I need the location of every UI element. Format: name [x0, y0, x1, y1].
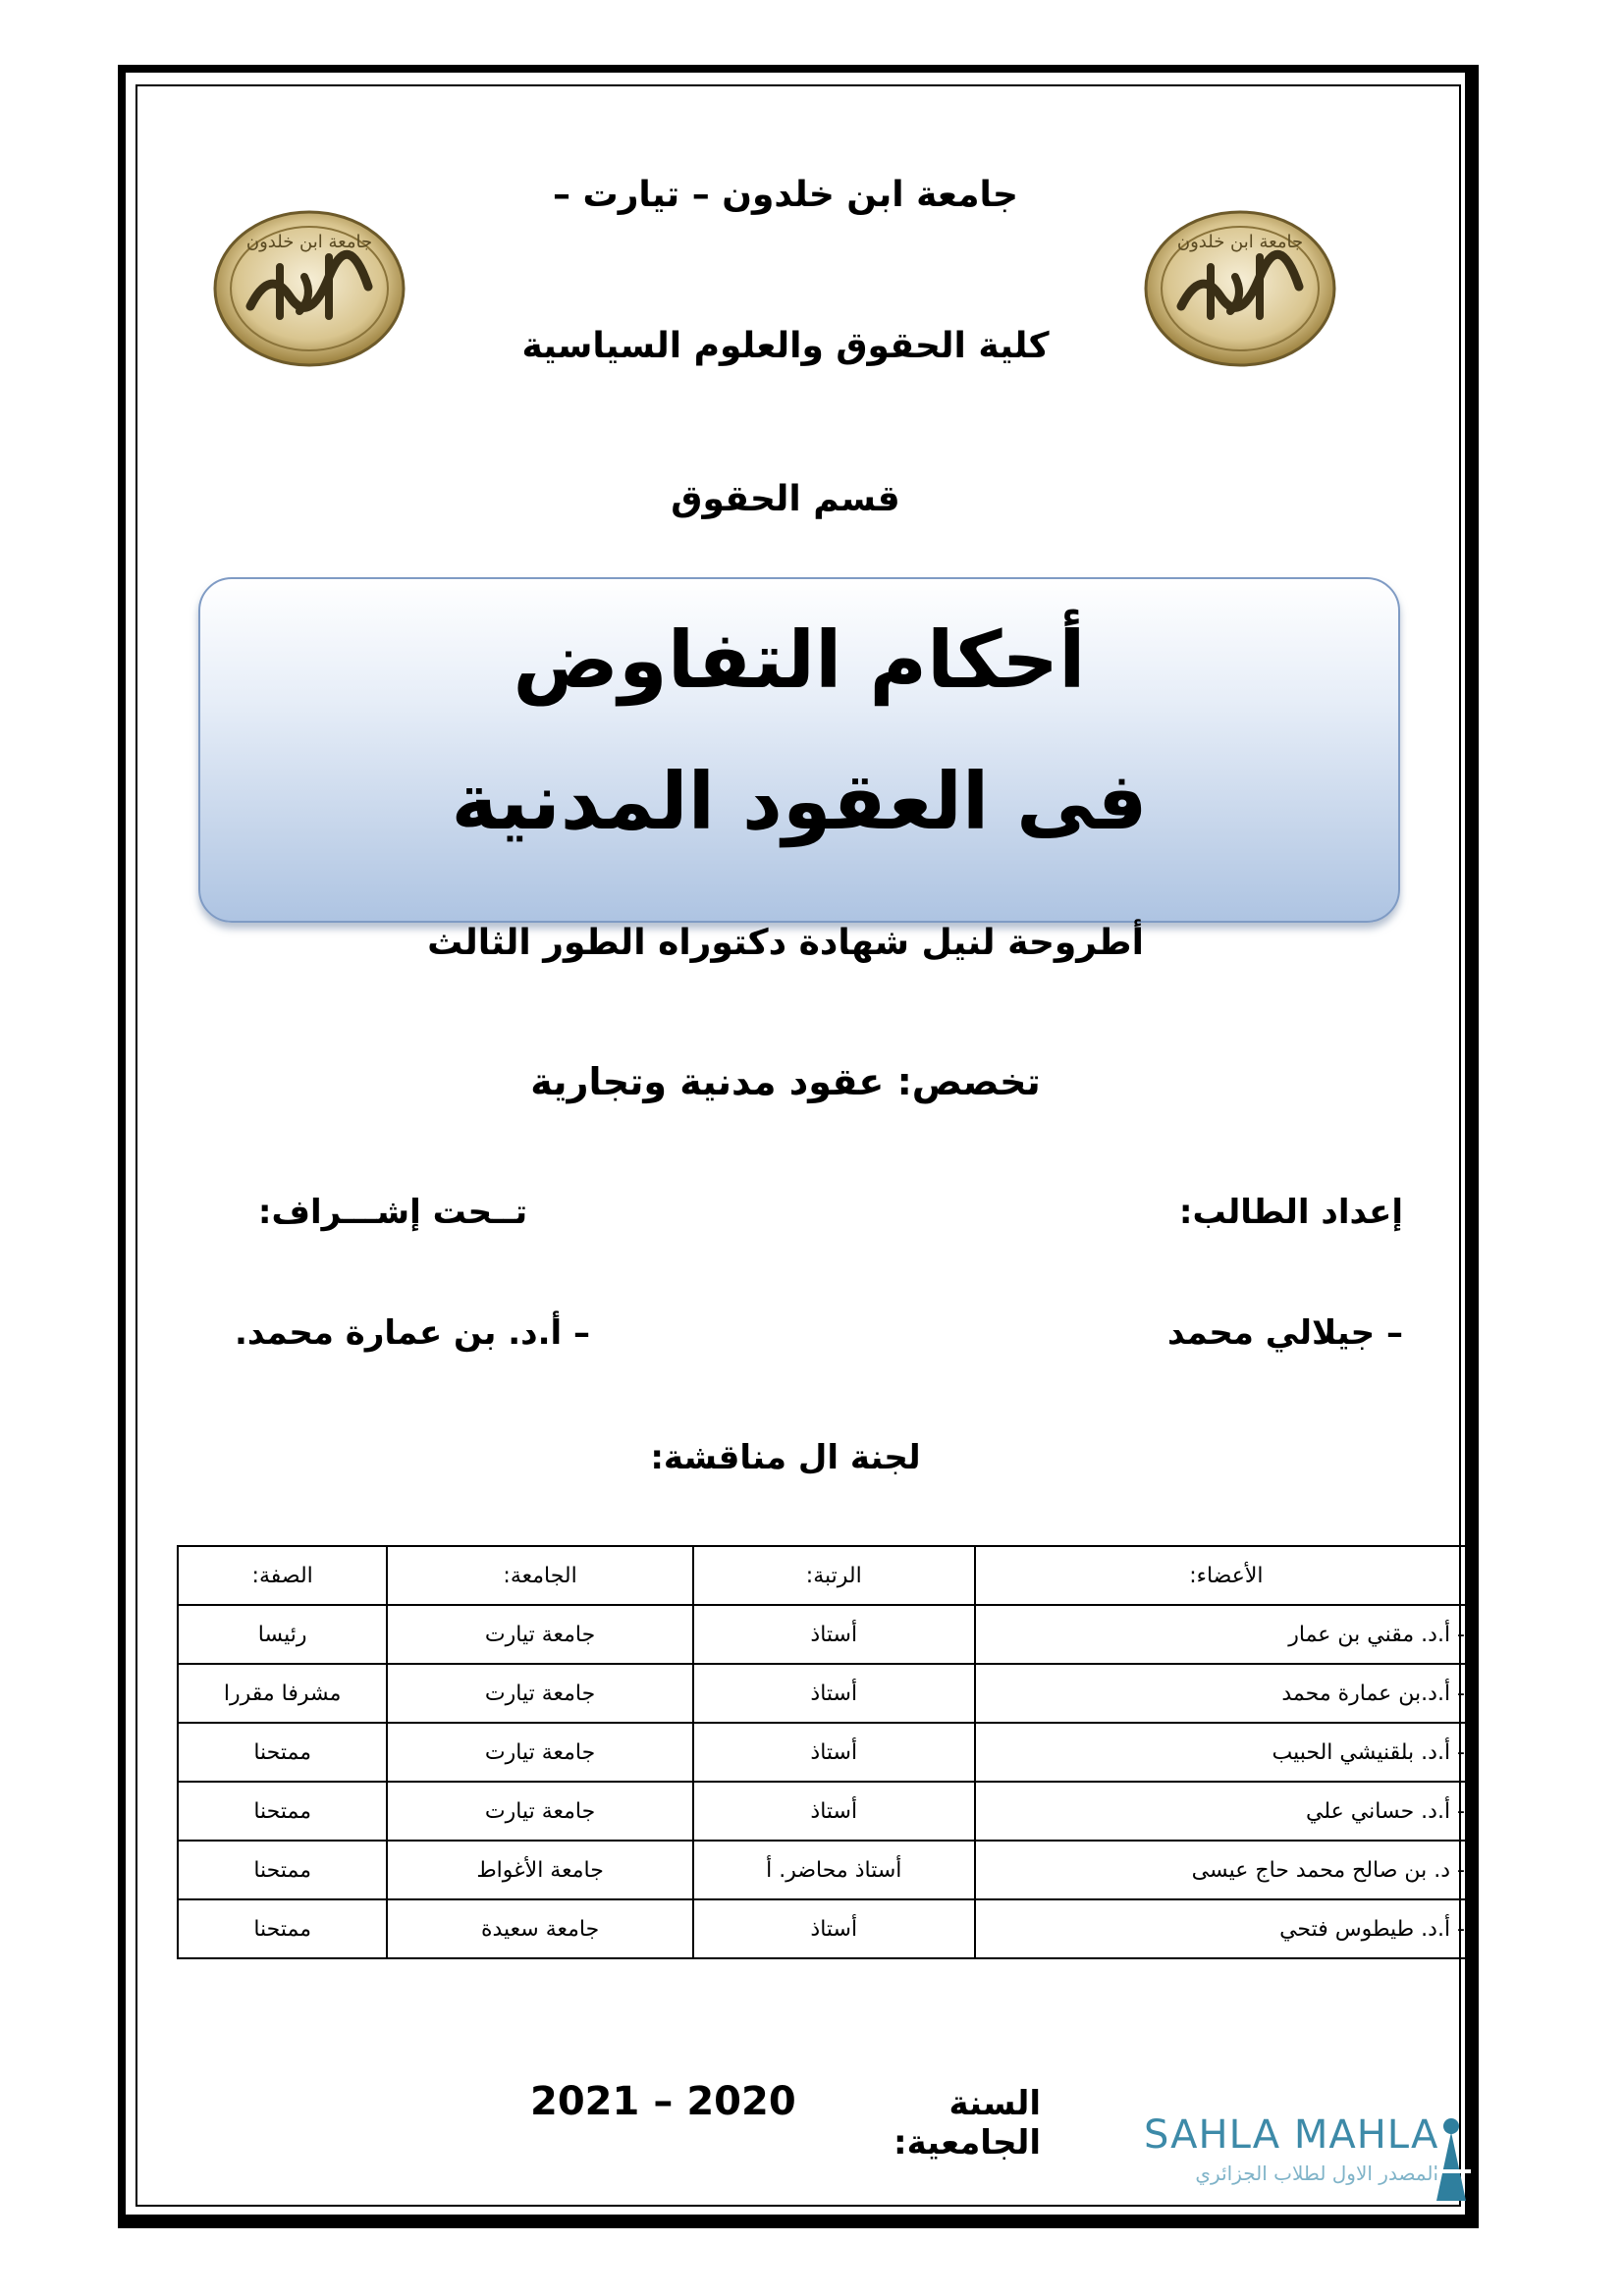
member-name: - أ.د. بلقنيشي الحبيب [975, 1723, 1478, 1782]
member-rank: أستاذ [693, 1664, 975, 1723]
supervisor-name: – أ.د. بن عمارة محمد. [235, 1313, 590, 1353]
member-rank: أستاذ محاضر. أ [693, 1841, 975, 1899]
member-rank: أستاذ [693, 1605, 975, 1664]
member-role: ممتحنا [178, 1841, 387, 1899]
header-role: الصفة: [178, 1546, 387, 1605]
faculty-name: كلية الحقوق والعلوم السياسية [521, 326, 1050, 366]
member-rank: أستاذ [693, 1723, 975, 1782]
university-seal-left [211, 208, 407, 370]
seal-right-text: جامعة ابن خلدون [1176, 232, 1304, 252]
watermark-logo-icon [1427, 2112, 1476, 2211]
supervisor-label: تــحت إشـــراف: [257, 1193, 528, 1232]
table-row [178, 1899, 1478, 1958]
member-role: مشرفا مقررا [178, 1664, 387, 1723]
header-rank: الرتبة: [693, 1546, 975, 1605]
member-university: جامعة الأغواط [387, 1841, 692, 1899]
academic-year-from: 2020 [686, 2079, 796, 2124]
sahla-mahla-watermark [1144, 2112, 1478, 2220]
table-row [178, 1664, 1478, 1723]
member-role: ممتحنا [178, 1723, 387, 1782]
member-university: جامعة سعيدة [387, 1899, 692, 1958]
table-row [178, 1841, 1478, 1899]
student-label: إعداد الطالب: [1178, 1193, 1403, 1232]
member-role: ممتحنا [178, 1782, 387, 1841]
member-rank: أستاذ [693, 1782, 975, 1841]
member-university: جامعة تيارت [387, 1723, 692, 1782]
thesis-type: أطروحة لنيل شهادة دكتوراه الطور الثالث [427, 923, 1144, 963]
member-university: جامعة تيارت [387, 1782, 692, 1841]
member-name: - أ.د. طيطوس فتحي [975, 1899, 1478, 1958]
watermark-tagline: المصدر الاول لطلاب الجزائري [1195, 2162, 1438, 2185]
header-member: الأعضاء: [975, 1546, 1478, 1605]
seal-left-text: جامعة ابن خلدون [245, 232, 373, 252]
member-name: - أ.د. حساني علي [975, 1782, 1478, 1841]
title-box [198, 577, 1400, 923]
member-role: رئيسا [178, 1605, 387, 1664]
member-rank: أستاذ [693, 1899, 975, 1958]
thesis-title-line2: فى العقود المدنية [451, 756, 1148, 847]
table-row [178, 1723, 1478, 1782]
student-name: – جيلالي محمد [1166, 1313, 1403, 1353]
header-university: الجامعة: [387, 1546, 692, 1605]
specialty: تخصص: عقود مدنية وتجارية [530, 1060, 1041, 1103]
table-row [178, 1605, 1478, 1664]
academic-year-to: 2021 [530, 2079, 640, 2124]
thesis-title-line1: أحكام التفاوض [513, 614, 1086, 706]
member-name: - أ.د. مقني بن عمار [975, 1605, 1478, 1664]
table-row [178, 1782, 1478, 1841]
department-name: قسم الحقوق [671, 479, 900, 519]
member-name: - د. بن صالح محمد حاج عيسى [975, 1841, 1478, 1899]
member-name: - أ.د.بن عمارة محمد [975, 1664, 1478, 1723]
member-university: جامعة تيارت [387, 1664, 692, 1723]
academic-year-label: السنة الجامعية: [893, 2084, 1041, 2163]
academic-year-dash: – [653, 2079, 674, 2124]
member-university: جامعة تيارت [387, 1605, 692, 1664]
committee-table [177, 1545, 1479, 1959]
academic-year [530, 2079, 1041, 2163]
watermark-brand: SAHLA MAHLA [1144, 2112, 1439, 2158]
university-name: جامعة ابن خلدون – تيارت – [553, 175, 1018, 215]
committee-label: لجنة ال مناقشة: [650, 1438, 921, 1477]
table-header-row [178, 1546, 1478, 1605]
member-role: ممتحنا [178, 1899, 387, 1958]
